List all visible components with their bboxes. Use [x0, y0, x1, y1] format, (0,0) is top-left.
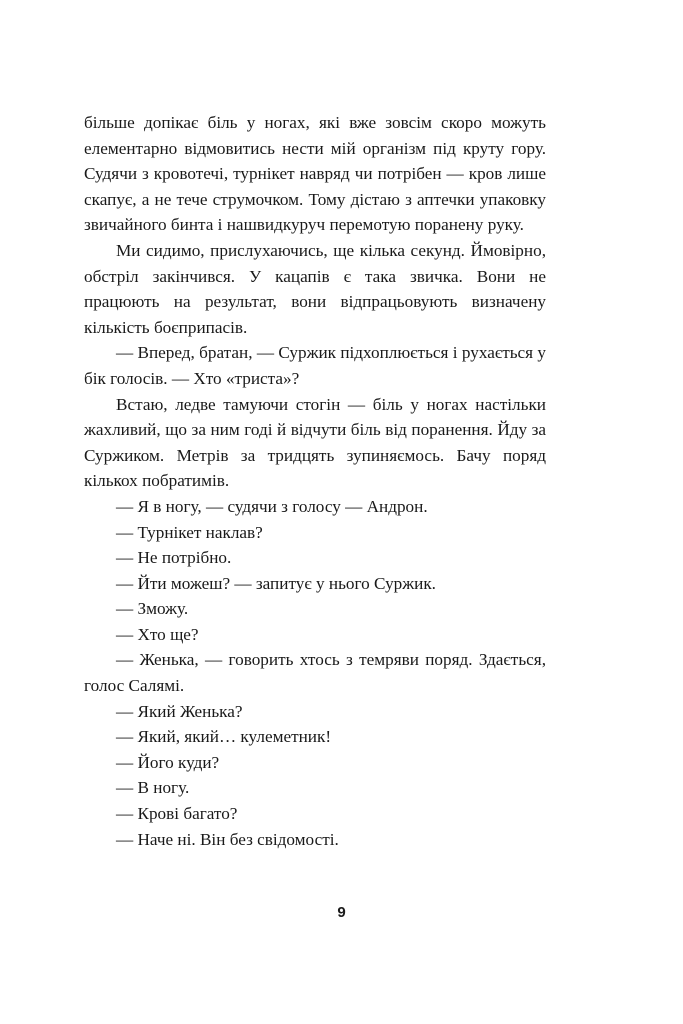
dialogue-line: — Хто ще?: [116, 624, 199, 644]
dialogue-line: — Його куди?: [116, 752, 220, 772]
page-number: 9: [337, 904, 346, 921]
paragraph: Ми сидимо, прислухаючись, ще кілька секунд. Ймовірно, обстріл закінчився. У кацапів є така звичка. Вони не працюють на результат, вони відпрацьовують визначену кількість боєприпасів.: [84, 240, 546, 337]
dialogue-line: — В ногу.: [116, 778, 190, 798]
dialogue-line: — Наче ні. Він без свідомості.: [116, 829, 339, 849]
paragraph-continued: більше допікає біль у ногах, які вже зовсім скоро можуть елементарно відмовитись нести мій організм під круту гору. Судячи з кровотечі, турнікет навряд чи потрібен — кров лише скапує, а не тече струмочком. Тому дістаю з аптечки упаковку звичайного бинта і нашвидкуруч перемотую поранену руку.: [84, 113, 546, 235]
dialogue-line: — Я в ногу, — судячи з голосу — Андрон.: [116, 496, 428, 516]
dialogue-line: — Вперед, братан, — Суржик підхоплюється і рухається у бік голосів. — Хто «триста»?: [84, 343, 546, 388]
body-text: [84, 110, 546, 852]
dialogue-line: — Який Женька?: [116, 701, 243, 721]
dialogue-line: — Який, який… кулеметник!: [116, 727, 332, 747]
paragraph: Встаю, ледве тамуючи стогін — біль у ногах настільки жахливий, що за ним годі й відчути біль від поранення. Йду за Суржиком. Метрів за тридцять зупиняємось. Бачу поряд кількох побратимів.: [84, 394, 546, 491]
dialogue-line: — Йти можеш? — запитує у нього Суржик.: [116, 573, 436, 593]
dialogue-line: — Не потрібно.: [116, 548, 232, 568]
dialogue-line: — Турнікет наклав?: [116, 522, 263, 542]
dialogue-line: — Зможу.: [116, 599, 189, 619]
dialogue-line: — Женька, — говорить хтось з темряви поряд. Здається, голос Салямі.: [84, 650, 546, 696]
dialogue-line: — Крові багато?: [116, 804, 238, 824]
